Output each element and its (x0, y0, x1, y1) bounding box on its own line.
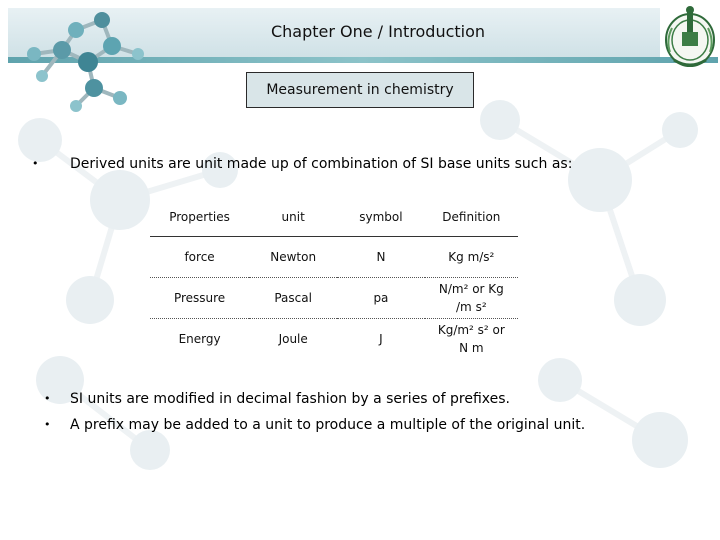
bullet-text: Derived units are unit made up of combination of SI base units such as: (70, 156, 573, 172)
cell-symbol: J (379, 332, 383, 346)
header-properties: Properties (150, 198, 249, 237)
bullet-text: A prefix may be added to a unit to produce a multiple of the original unit. (70, 417, 586, 433)
university-logo-icon (662, 2, 718, 72)
cell-property: Energy (178, 332, 221, 346)
derived-units-table (150, 198, 518, 359)
definition-text: N/m² or Kg /m s² (438, 282, 504, 314)
table-row (150, 278, 518, 319)
bullet-text: SI units are modified in decimal fashion by a series of prefixes. (70, 391, 510, 407)
section-subtitle: Measurement in chemistry (246, 72, 474, 108)
molecule-icon (14, 6, 154, 114)
cell-definition (425, 278, 518, 319)
cell-unit: Pascal (249, 278, 337, 319)
definition-text: Kg m/s² (448, 250, 495, 264)
cell-definition (425, 237, 518, 278)
table-row (150, 237, 518, 278)
page-title: Chapter One / Introduction (270, 22, 486, 41)
cell-symbol: N (337, 237, 424, 278)
cell-property: Pressure (150, 278, 249, 319)
header-unit: unit (249, 198, 337, 237)
table-header-row (150, 198, 518, 237)
header-definition: Definition (425, 198, 518, 237)
cell-unit: Joule (278, 332, 308, 346)
header-symbol: symbol (337, 198, 424, 237)
bullet-dot: • (44, 418, 51, 431)
cell-symbol: pa (337, 278, 424, 319)
cell-unit: Newton (249, 237, 337, 278)
cell-property: force (150, 237, 249, 278)
bullet-dot: • (44, 392, 51, 405)
cell-definition (425, 319, 518, 360)
definition-text: Kg/m² s² or N m (437, 323, 505, 355)
bullet-dot: • (32, 157, 39, 170)
table-row (150, 319, 518, 360)
